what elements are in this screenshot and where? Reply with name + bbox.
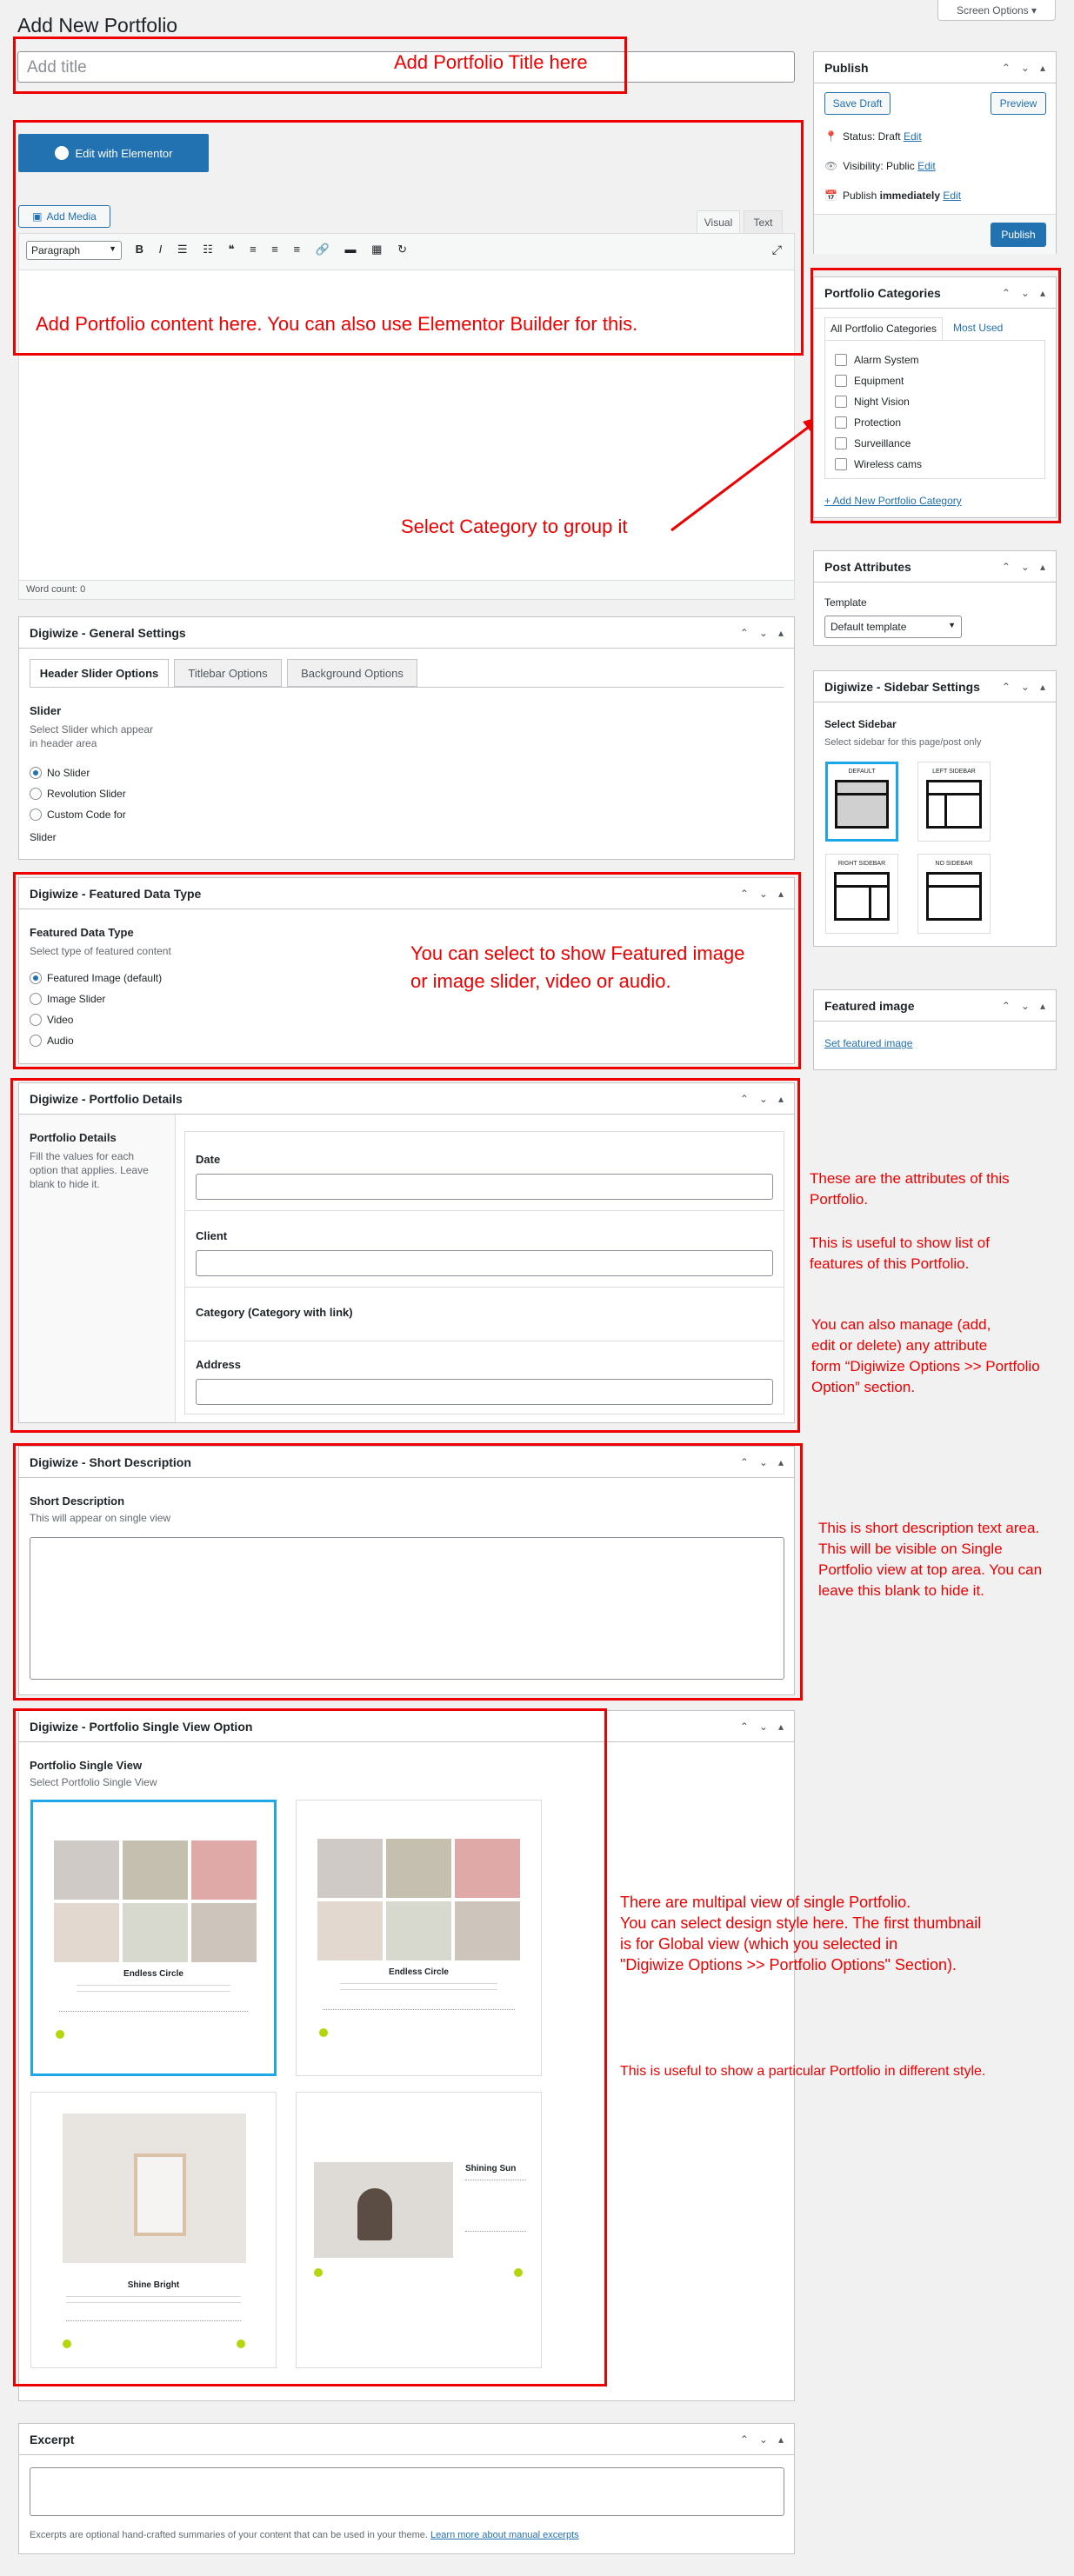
checkbox-icon [835, 458, 847, 470]
thumb-image [123, 1840, 188, 1900]
sidebar-settings-header[interactable] [814, 671, 1056, 702]
chevron-down-icon[interactable]: ⌄ [1020, 286, 1030, 299]
short-note-1: This is short description text area. [818, 1520, 1040, 1536]
option-label-wrap: Slider [30, 831, 57, 843]
details-header[interactable] [19, 1083, 794, 1115]
chevron-down-icon[interactable]: ⌄ [758, 1455, 768, 1468]
sidebar-option-label: DEFAULT [848, 769, 876, 775]
toggle-icon[interactable]: ▴ [777, 2433, 784, 2446]
excerpt-panel [18, 2423, 795, 2554]
single-note-4: "Digiwize Options >> Portfolio Options" Section). [620, 1956, 957, 1974]
option-label: Image Slider [47, 993, 106, 1005]
read-more-icon[interactable]: ▬ [344, 243, 357, 256]
layout-default-icon [835, 780, 889, 829]
thumb-image [123, 1903, 188, 1962]
add-media-label: Add Media [46, 210, 97, 223]
elementor-button-label: Edit with Elementor [75, 146, 173, 160]
layout-line [944, 793, 947, 826]
category-note: Select Category to group it [401, 516, 628, 537]
thumb-image-grid [317, 1839, 520, 1960]
bold-icon[interactable]: B [135, 243, 144, 256]
chevron-down-icon: ▼ [948, 621, 956, 629]
sidebar-option-left[interactable] [917, 762, 991, 842]
category-label: Wireless cams [854, 458, 923, 470]
featured-image-title: Featured image [824, 998, 915, 1013]
thumb-image [386, 1839, 451, 1898]
radio-icon [30, 972, 42, 984]
preview-button[interactable]: Preview [991, 92, 1046, 115]
thumb-text-line [465, 2180, 526, 2232]
single-view-thumb-side[interactable] [296, 2092, 542, 2368]
chevron-up-icon[interactable]: ⌃ [1001, 61, 1011, 74]
elementor-icon [55, 146, 69, 160]
toggle-icon[interactable]: ▴ [1039, 560, 1045, 573]
short-desc-title: Digiwize - Short Description [30, 1454, 191, 1469]
thumb-dot [314, 2268, 323, 2277]
sidebar-option-default[interactable] [825, 762, 898, 842]
thumb-image [54, 1840, 119, 1900]
single-view-header[interactable] [19, 1711, 794, 1742]
short-note-3: Portfolio view at top area. You can [818, 1561, 1043, 1578]
chevron-down-icon[interactable]: ⌄ [1020, 680, 1030, 693]
radio-icon [30, 767, 42, 779]
thumb-image [317, 1901, 383, 1960]
save-draft-button[interactable]: Save Draft [824, 92, 891, 115]
option-label: Audio [47, 1035, 74, 1047]
chevron-up-icon[interactable]: ⌃ [739, 2433, 749, 2446]
thumb-person [357, 2188, 392, 2240]
thumb-image [317, 1839, 383, 1898]
details-label: Portfolio Details [30, 1131, 117, 1144]
category-night-vision[interactable] [835, 396, 910, 408]
format-select-value: Paragraph [31, 244, 81, 256]
eye-icon: 👁 [824, 160, 838, 172]
layout-left-icon [926, 780, 982, 829]
client-input[interactable] [196, 1250, 773, 1276]
details-note-3: This is useful to show list of [810, 1235, 990, 1251]
categories-header[interactable] [814, 277, 1056, 309]
visibility-edit-link[interactable]: Edit [917, 160, 936, 172]
chevron-down-icon[interactable]: ⌄ [758, 1092, 768, 1105]
radio-revolution[interactable] [30, 788, 126, 800]
template-label: Template [824, 596, 867, 609]
option-label: No Slider [47, 767, 90, 779]
sidebar-desc: Select sidebar for this page/post only [824, 737, 982, 748]
chevron-up-icon[interactable]: ⌃ [1001, 999, 1011, 1012]
field-address-label: Address [196, 1358, 242, 1371]
schedule-edit-link[interactable]: Edit [943, 190, 962, 202]
single-note-2: You can select design style here. The first thumbnail [620, 1914, 982, 1932]
visibility-row [824, 160, 936, 172]
radio-icon [30, 1014, 42, 1026]
category-equipment[interactable] [835, 375, 904, 387]
toggle-icon[interactable]: ▴ [1039, 61, 1045, 74]
excerpt-help-text: Excerpts are optional hand-crafted summaries of your content that can be used in your theme. [30, 2530, 428, 2540]
word-count: Word count: 0 [19, 580, 794, 599]
template-select-value: Default template [831, 621, 907, 633]
chevron-down-icon[interactable]: ⌄ [1020, 560, 1030, 573]
featured-note-2: or image slider, video or audio. [410, 970, 671, 992]
numbered-list-icon[interactable]: ☷ [203, 243, 213, 256]
thumb-dot [237, 2340, 245, 2348]
radio-icon [30, 809, 42, 821]
radio-featured-image[interactable] [30, 972, 162, 984]
thumb-title: Shining Sun [465, 2164, 517, 2173]
thumb-title: Endless Circle [123, 1969, 183, 1979]
radio-image-slider[interactable] [30, 993, 105, 1005]
link-icon[interactable]: 🔗 [315, 243, 330, 256]
excerpt-header[interactable] [19, 2424, 794, 2455]
schedule-when: immediately [879, 190, 941, 202]
content-note: Add Portfolio content here. You can also use Elementor Builder for this. [36, 313, 638, 335]
chevron-down-icon[interactable]: ⌄ [758, 2433, 768, 2446]
align-left-icon[interactable]: ≡ [250, 243, 257, 256]
visibility-text: Visibility: Public [843, 160, 915, 172]
option-label: Custom Code for [47, 809, 126, 821]
tab-divider [30, 687, 784, 688]
address-input[interactable] [196, 1379, 773, 1405]
short-desc-header[interactable] [19, 1447, 794, 1478]
featured-type-title: Digiwize - Featured Data Type [30, 886, 202, 901]
details-desc-1: Fill the values for each [30, 1150, 135, 1162]
thumb-image [191, 1840, 257, 1900]
chevron-up-icon[interactable]: ⌃ [1001, 286, 1011, 299]
layout-right-icon [834, 872, 890, 921]
details-desc-3: blank to hide it. [30, 1178, 100, 1190]
tab-visual[interactable]: Visual [697, 210, 740, 233]
short-desc-panel [18, 1446, 795, 1695]
template-select[interactable] [824, 616, 962, 638]
thumb-dot [63, 2340, 71, 2348]
featured-type-label: Featured Data Type [30, 926, 134, 939]
category-surveillance[interactable] [835, 437, 911, 449]
status-row [824, 130, 922, 143]
toggle-icon[interactable]: ▴ [1039, 999, 1045, 1012]
status-text: Status: Draft [842, 130, 901, 143]
add-new-category-link[interactable]: + Add New Portfolio Category [824, 495, 962, 507]
thumb-text-line [340, 1983, 497, 1990]
details-note-2: Portfolio. [810, 1191, 869, 1208]
thumb-dot [56, 2030, 64, 2039]
calendar-icon: 📅 [824, 190, 837, 202]
details-desc-2: option that applies. Leave [30, 1164, 149, 1176]
toolbar-toggle-icon[interactable]: ▦ [371, 243, 383, 256]
learn-more-link[interactable]: Learn more about manual excerpts [430, 2530, 579, 2540]
bullet-list-icon[interactable]: ☰ [177, 243, 188, 256]
align-right-icon[interactable]: ≡ [293, 243, 301, 256]
date-input[interactable] [196, 1174, 773, 1200]
chevron-down-icon[interactable]: ⌄ [1020, 999, 1030, 1012]
layout-line [929, 793, 979, 795]
category-label: Alarm System [854, 354, 919, 366]
tab-background[interactable]: Background Options [287, 659, 417, 687]
schedule-row [824, 190, 961, 202]
thumb-image [54, 1903, 119, 1962]
align-center-icon[interactable]: ≡ [271, 243, 278, 256]
category-protection[interactable] [835, 416, 901, 429]
attributes-header[interactable] [814, 551, 1056, 582]
format-select[interactable] [26, 241, 122, 260]
slider-desc-1: Select Slider which appear [30, 723, 154, 736]
thumb-meta-row [59, 2011, 248, 2018]
page-title: Add New Portfolio [17, 14, 178, 37]
field-category-label: Category (Category with link) [196, 1306, 353, 1319]
chevron-up-icon[interactable]: ⌃ [739, 1720, 749, 1733]
publish-button[interactable]: Publish [991, 223, 1046, 247]
publish-panel [813, 51, 1057, 254]
details-note-7: form “Digiwize Options >> Portfolio [811, 1358, 1040, 1375]
tab-most-used[interactable]: Most Used [953, 322, 1004, 334]
toggle-icon[interactable]: ▴ [777, 1720, 784, 1733]
thumb-dot [514, 2268, 523, 2277]
layout-line [869, 885, 871, 918]
featured-image-panel [813, 989, 1057, 1070]
chevron-up-icon[interactable]: ⌃ [739, 1092, 749, 1105]
chevron-up-icon[interactable]: ⌃ [739, 1455, 749, 1468]
tab-titlebar[interactable]: Titlebar Options [174, 659, 282, 687]
chevron-up-icon[interactable]: ⌃ [1001, 680, 1011, 693]
general-settings-title: Digiwize - General Settings [30, 625, 186, 640]
single-view-label: Portfolio Single View [30, 1759, 143, 1772]
checkbox-icon [835, 437, 847, 449]
details-note-1: These are the attributes of this [810, 1170, 1010, 1187]
layout-line [929, 885, 979, 888]
details-note-5: You can also manage (add, [811, 1316, 991, 1333]
attributes-title: Post Attributes [824, 559, 911, 574]
featured-type-panel [18, 877, 795, 1064]
blockquote-icon[interactable]: ❝ [228, 243, 235, 256]
radio-icon [30, 788, 42, 800]
featured-image-header[interactable] [814, 990, 1056, 1022]
checkbox-icon [835, 396, 847, 408]
add-media-button[interactable] [18, 205, 110, 228]
featured-note-1: You can select to show Featured image [410, 942, 745, 964]
radio-icon [30, 993, 42, 1005]
tab-all-categories[interactable]: All Portfolio Categories [824, 317, 943, 340]
general-settings-header[interactable] [19, 617, 794, 649]
chevron-down-icon[interactable]: ⌄ [1020, 61, 1030, 74]
single-view-desc: Select Portfolio Single View [30, 1776, 157, 1788]
tab-header-slider[interactable]: Header Slider Options [30, 659, 169, 687]
thumb-image-grid [54, 1840, 257, 1962]
single-note-1: There are multipal view of single Portfolio. [620, 1894, 911, 1911]
chevron-up-icon[interactable]: ⌃ [739, 887, 749, 900]
single-note-5: This is useful to show a particular Portfolio in different style. [620, 2064, 986, 2079]
layout-line [837, 793, 886, 795]
single-view-panel [18, 1710, 795, 2401]
status-edit-link[interactable]: Edit [904, 130, 922, 143]
italic-icon[interactable]: I [158, 243, 163, 256]
toggle-icon[interactable]: ▴ [1039, 680, 1045, 693]
details-note-8: Option” section. [811, 1379, 916, 1395]
sidebar-settings-panel [813, 670, 1057, 947]
short-note-4: leave this blank to hide it. [818, 1582, 984, 1599]
single-view-thumb-full[interactable] [30, 2092, 277, 2368]
sidebar-option-label: RIGHT SIDEBAR [837, 861, 886, 867]
sidebar-option-right[interactable] [825, 854, 898, 934]
radio-custom-code[interactable] [30, 809, 126, 821]
slider-desc-2: in header area [30, 737, 97, 749]
publish-title: Publish [824, 60, 869, 75]
thumb-image [386, 1901, 451, 1960]
chevron-down-icon[interactable]: ⌄ [758, 626, 768, 639]
short-desc-textarea[interactable] [30, 1537, 784, 1680]
thumb-image [455, 1839, 520, 1898]
option-label: Revolution Slider [47, 788, 126, 800]
chevron-down-icon: ▼ [109, 244, 117, 253]
thumb-image [191, 1903, 257, 1962]
toggle-icon[interactable]: ▴ [1039, 286, 1045, 299]
option-label: Video [47, 1014, 74, 1026]
slider-label: Slider [30, 704, 62, 717]
tab-text[interactable]: Text [744, 210, 783, 233]
details-note-6: edit or delete) any attribute [811, 1337, 988, 1354]
details-fields [184, 1131, 784, 1414]
single-note-3: is for Global view (which you selected in [620, 1935, 898, 1953]
pin-icon: 📍 [824, 130, 837, 143]
thumb-title: Endless Circle [389, 1967, 449, 1977]
publish-header[interactable] [814, 52, 1056, 83]
excerpt-title: Excerpt [30, 2432, 75, 2446]
single-view-thumb-global[interactable] [30, 1800, 277, 2076]
thumb-dot [319, 2028, 328, 2037]
category-alarm-system[interactable] [835, 354, 919, 366]
editor-toolbar [19, 234, 794, 270]
toggle-icon[interactable]: ▴ [777, 1092, 784, 1105]
sidebar-option-label: LEFT SIDEBAR [932, 769, 976, 775]
title-note: Add Portfolio Title here [394, 51, 588, 73]
refresh-icon[interactable]: ↻ [397, 243, 407, 256]
radio-icon [30, 1035, 42, 1047]
category-label: Night Vision [854, 396, 910, 408]
checkbox-icon [835, 375, 847, 387]
category-wireless-cams[interactable] [835, 458, 922, 470]
toggle-icon[interactable]: ▴ [777, 887, 784, 900]
single-view-title: Digiwize - Portfolio Single View Option [30, 1719, 253, 1734]
categories-title: Portfolio Categories [824, 285, 941, 300]
field-divider [185, 1210, 784, 1211]
fullscreen-icon[interactable]: ⤢ [771, 243, 782, 256]
screen-options-button[interactable]: Screen Options ▾ [937, 0, 1056, 21]
sidebar-option-none[interactable] [917, 854, 991, 934]
short-desc-desc: This will appear on single view [30, 1512, 171, 1524]
featured-type-desc: Select type of featured content [30, 945, 171, 957]
layout-none-icon [926, 872, 982, 921]
category-arrow [661, 409, 835, 539]
set-featured-image-link[interactable]: Set featured image [824, 1037, 913, 1049]
radio-audio[interactable] [30, 1035, 74, 1047]
thumb-title: Shine Bright [127, 2280, 180, 2290]
excerpt-help [30, 2530, 579, 2540]
thumb-meta-row [323, 2009, 515, 2016]
media-icon: ▣ [32, 210, 43, 223]
field-divider [185, 1287, 784, 1288]
checkbox-icon [835, 416, 847, 429]
short-desc-label: Short Description [30, 1494, 125, 1508]
sidebar-label: Select Sidebar [824, 718, 897, 730]
details-title: Digiwize - Portfolio Details [30, 1091, 183, 1106]
thumb-frame [134, 2153, 186, 2236]
attributes-panel [813, 550, 1057, 646]
chevron-up-icon[interactable]: ⌃ [1001, 560, 1011, 573]
category-label: Equipment [854, 375, 904, 387]
chevron-up-icon[interactable]: ⌃ [739, 626, 749, 639]
layout-line [837, 885, 887, 888]
thumb-text-line [66, 2296, 241, 2303]
sidebar-option-label: NO SIDEBAR [935, 861, 973, 867]
details-note-4: features of this Portfolio. [810, 1255, 970, 1272]
toggle-icon[interactable]: ▴ [777, 626, 784, 639]
thumb-image [455, 1901, 520, 1960]
chevron-down-icon[interactable]: ⌄ [758, 887, 768, 900]
option-label: Featured Image (default) [47, 972, 163, 984]
radio-no-slider[interactable] [30, 767, 90, 779]
chevron-down-icon[interactable]: ⌄ [758, 1720, 768, 1733]
title-placeholder: Add title [27, 58, 87, 77]
categories-panel [813, 276, 1057, 518]
general-settings-panel [18, 616, 795, 860]
field-date-label: Date [196, 1153, 221, 1166]
edit-with-elementor-button[interactable] [18, 134, 209, 172]
thumb-text-line [77, 1985, 230, 1992]
short-note-2: This will be visible on Single [818, 1541, 1003, 1557]
details-panel [18, 1082, 795, 1423]
category-label: Protection [854, 416, 902, 429]
thumb-meta-row [66, 2320, 241, 2327]
toggle-icon[interactable]: ▴ [777, 1455, 784, 1468]
sidebar-settings-title: Digiwize - Sidebar Settings [824, 679, 980, 694]
category-label: Surveillance [854, 437, 911, 449]
featured-type-header[interactable] [19, 878, 794, 909]
excerpt-textarea[interactable] [30, 2467, 784, 2516]
field-client-label: Client [196, 1229, 228, 1242]
checkbox-icon [835, 354, 847, 366]
radio-video[interactable] [30, 1014, 73, 1026]
schedule-text: Publish [842, 190, 877, 202]
single-view-thumb-grid[interactable] [296, 1800, 542, 2076]
